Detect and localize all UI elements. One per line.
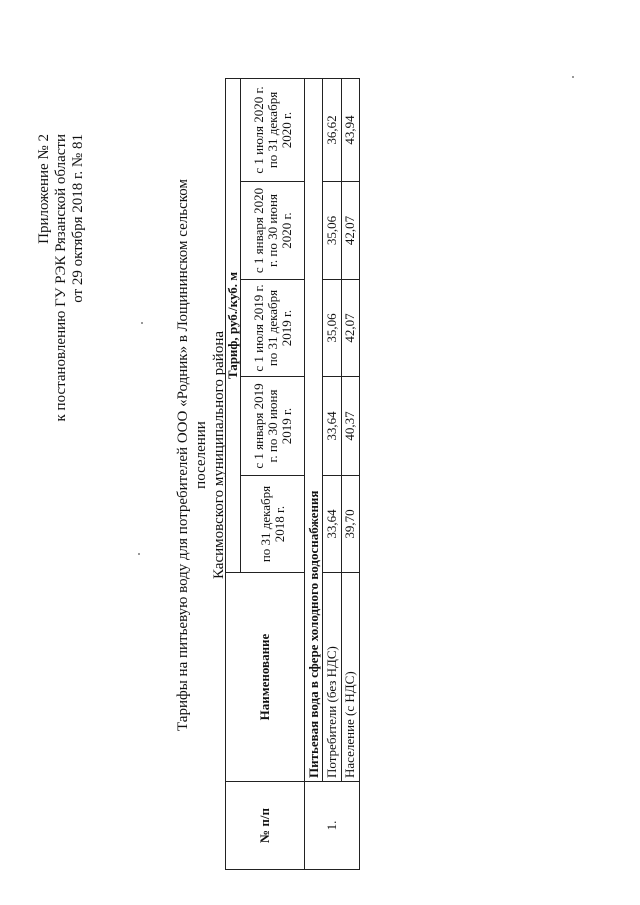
appendix-decree: к постановлению ГУ РЭК Рязанской области: [53, 134, 69, 422]
header-period-2: с 1 января 2019 г. по 30 июня 2019 г.: [241, 377, 305, 476]
scan-speck: [138, 553, 140, 555]
header-period-1: по 31 декабря 2018 г.: [241, 476, 305, 573]
document-title-line-1: Тарифы на питьевую воду для потребителей ООО «Родник» в Лощининском сельском поселении: [175, 179, 209, 731]
row-value: 35,06: [323, 280, 341, 377]
table-row: [323, 78, 341, 869]
tariff-table: [225, 78, 360, 870]
row-value: 36,62: [323, 78, 341, 181]
section-label: Питьевая вода в сфере холодного водоснабжения: [305, 78, 323, 781]
header-period-5: с 1 июля 2020 г. по 31 декабря 2020 г.: [241, 78, 305, 181]
header-period-3: с 1 июля 2019 г. по 31 декабря 2019 г.: [241, 280, 305, 377]
appendix-header: [36, 134, 87, 554]
row-value: 40,37: [341, 377, 359, 476]
scan-speck: [572, 76, 574, 78]
row-value: 43,94: [341, 78, 359, 181]
row-name: Население (с НДС): [341, 573, 359, 782]
section-row: [305, 78, 323, 869]
row-value: 33,64: [323, 476, 341, 573]
table-row: [341, 78, 359, 869]
appendix-number: Приложение № 2: [36, 134, 52, 244]
document-title-line-2: Касимовского муниципального района: [211, 330, 227, 580]
header-number: № п/п: [226, 782, 305, 870]
header-period-4: с 1 января 2020 г. по 30 июня 2020 г.: [241, 182, 305, 280]
appendix-date: от 29 октября 2018 г. № 81: [70, 134, 86, 303]
document-title: [174, 155, 228, 755]
header-name: Наименование: [226, 573, 305, 782]
row-value: 42,07: [341, 280, 359, 377]
header-tariff: Тариф, руб./куб. м: [226, 78, 241, 572]
row-value: 33,64: [323, 377, 341, 476]
row-value: 39,70: [341, 476, 359, 573]
row-value: 42,07: [341, 182, 359, 280]
row-value: 35,06: [323, 182, 341, 280]
section-number: 1.: [305, 782, 360, 870]
row-name: Потребители (без НДС): [323, 573, 341, 782]
scan-speck: [141, 322, 143, 324]
